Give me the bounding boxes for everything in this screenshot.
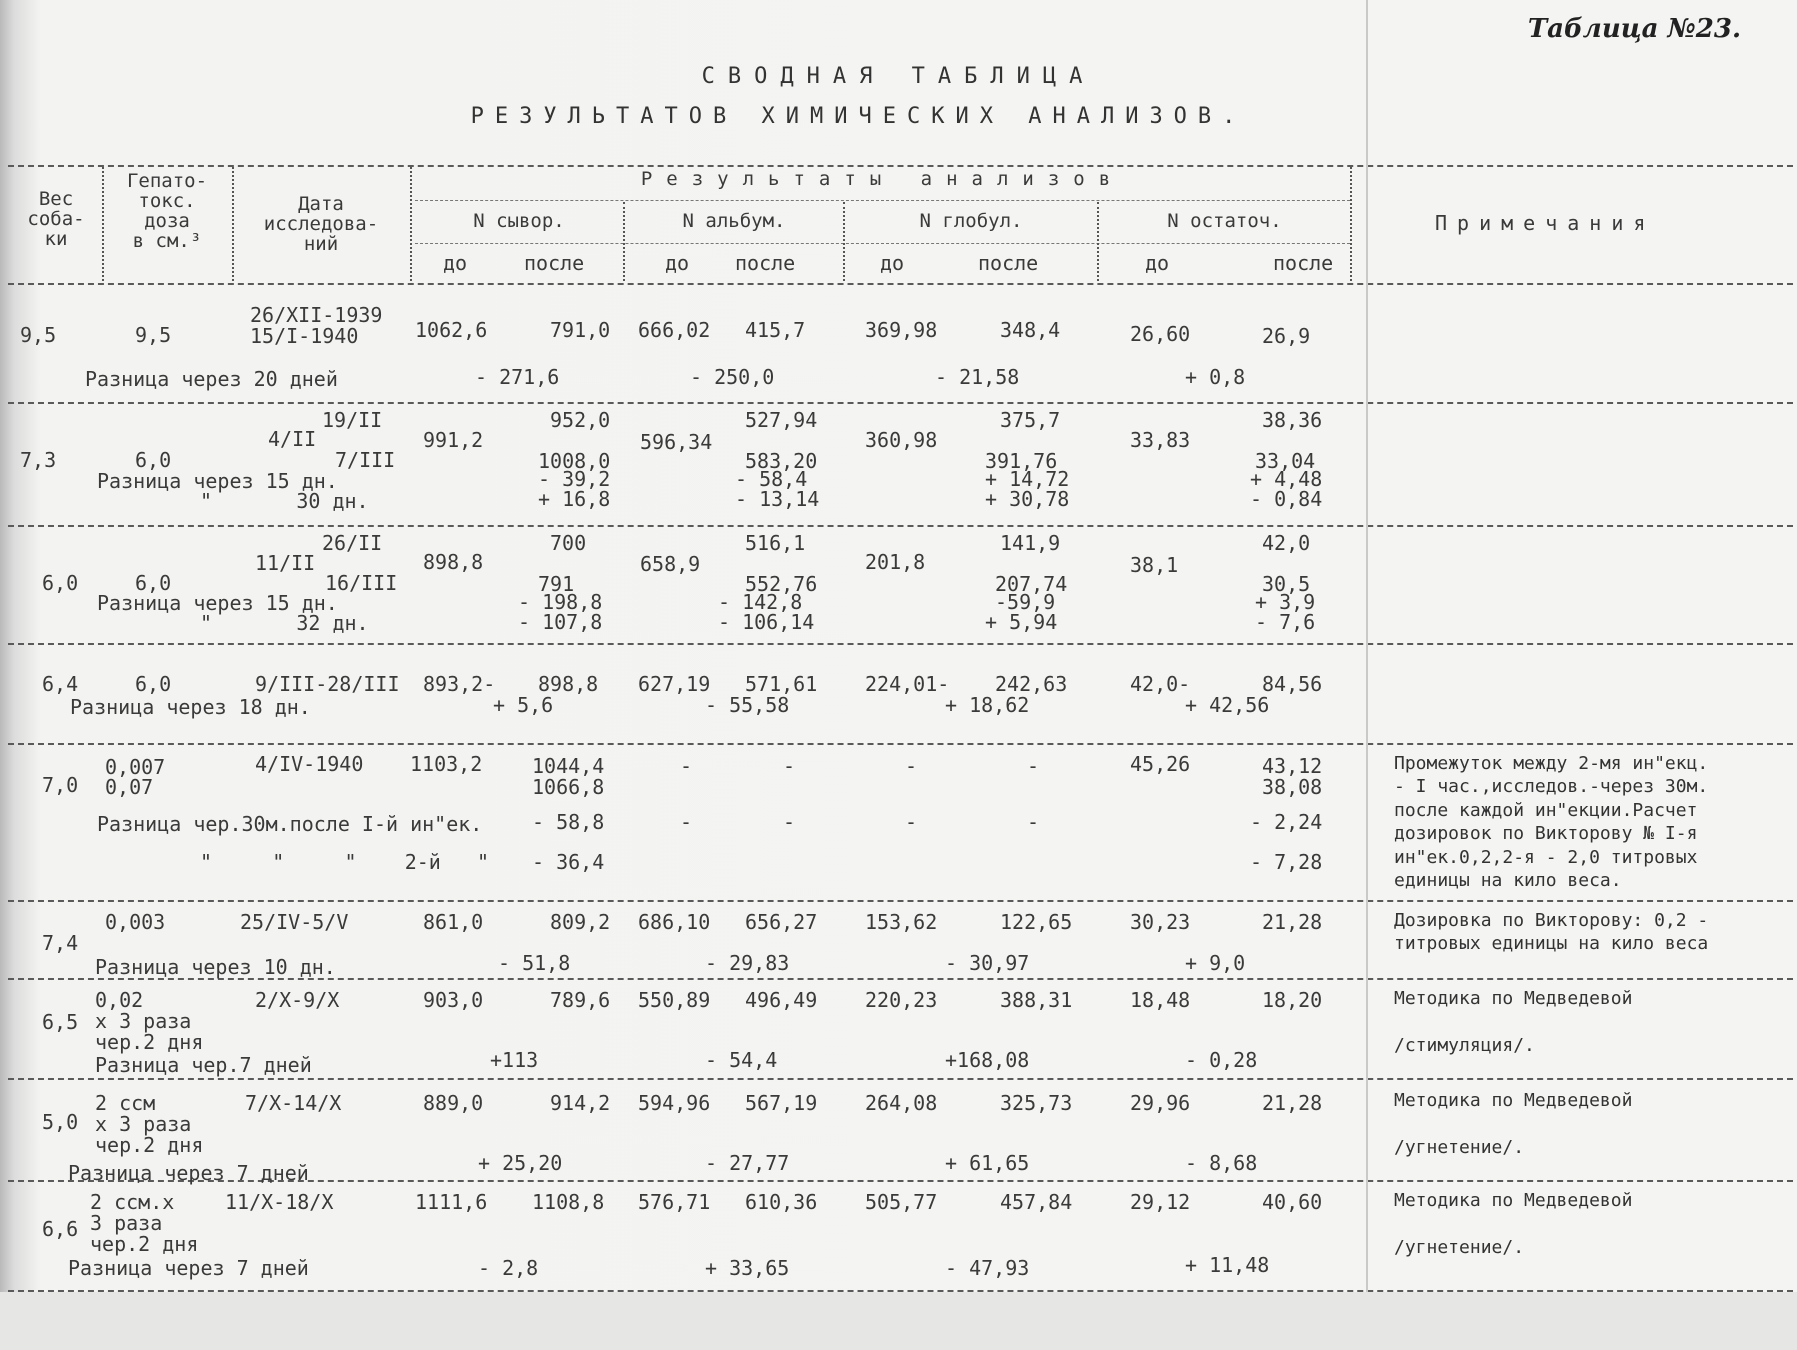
diff-value: -59,9 [995, 590, 1056, 614]
diff-value: - 7,6 [1255, 610, 1316, 634]
cell-value: 889,0 [423, 1091, 484, 1115]
diff-value: - 27,77 [705, 1151, 790, 1175]
cell-value: 325,73 [1000, 1091, 1073, 1115]
diff-value: - 2,24 [1250, 810, 1323, 834]
diff-label: Разница через 10 дн. [95, 955, 336, 979]
cell-before: 33,83 [1130, 428, 1191, 452]
cell-value: 656,27 [745, 910, 818, 934]
cell-value: 550,89 [638, 988, 711, 1012]
cell-before: 360,98 [865, 428, 938, 452]
diff-label: Разница через 7 дней [68, 1161, 309, 1185]
row-weight: 6,6 [42, 1217, 79, 1241]
row-dose-1: 0,007 [105, 755, 166, 779]
col-sep-7 [1350, 167, 1352, 281]
cell-after: 207,74 [995, 572, 1068, 596]
header-serum-after: после [524, 251, 585, 275]
cell-after: 516,1 [745, 531, 806, 555]
col-sep-3 [410, 167, 412, 281]
diff-value: + 16,8 [538, 487, 611, 511]
diff-value: - 198,8 [518, 590, 603, 614]
row-date-2: 7/III [335, 448, 396, 472]
header-date: Дата исследова- ний [263, 193, 379, 255]
diff-value: - 142,8 [718, 590, 803, 614]
cell-value: 45,26 [1130, 752, 1191, 776]
diff-value: + 61,65 [945, 1151, 1030, 1175]
header-serum: N сывор. [473, 210, 565, 232]
rule-row-7 [8, 1078, 1793, 1080]
cell-after: 952,0 [550, 408, 611, 432]
diff-value: - 51,8 [498, 951, 571, 975]
cell-value: 220,23 [865, 988, 938, 1012]
rule-row-4 [8, 743, 1793, 745]
page-fold [1366, 0, 1368, 1292]
diff-value: + 30,78 [985, 487, 1070, 511]
row-date: 26/XII-1939 15/I-1940 [250, 303, 383, 348]
cell-value: 18,48 [1130, 988, 1191, 1012]
cell-value: 1108,8 [532, 1190, 605, 1214]
header-residual-after: после [1273, 251, 1334, 275]
cell-after: 141,9 [1000, 531, 1061, 555]
cell-value: 1103,2 [410, 752, 483, 776]
cell-value: 40,60 [1262, 1190, 1323, 1214]
row-date-2: 16/III [325, 571, 398, 595]
row-date-1: 26/II [322, 531, 383, 555]
diff-value: + 14,72 [985, 467, 1070, 491]
cell-after: 391,76 [985, 449, 1058, 473]
diff-value: - 13,14 [735, 487, 820, 511]
row-date-1: 19/II [322, 408, 383, 432]
cell-value: 224,01- [865, 672, 950, 696]
diff-value: +113 [490, 1048, 539, 1072]
cell-after: 527,94 [745, 408, 818, 432]
diff-value: - [905, 810, 918, 834]
cell-value: 415,7 [745, 318, 806, 342]
header-dose: Гепато- токс. доза в см.³ [126, 170, 208, 252]
cell-value: 496,49 [745, 988, 818, 1012]
diff-value: + 3,9 [1255, 590, 1316, 614]
cell-before: 201,8 [865, 550, 926, 574]
cell-value: 242,63 [995, 672, 1068, 696]
cell-value: 42,0- [1130, 672, 1191, 696]
header-albumin-after: после [735, 251, 796, 275]
cell-value: 264,08 [865, 1091, 938, 1115]
cell-value: 29,12 [1130, 1190, 1191, 1214]
diff-label: Разница через 7 дней [68, 1256, 309, 1280]
row-note: Промежуток между 2-мя ин"екц. - I час.,исследов.-через 30м. после каждой ин"екции.Расчет дозировок по Викторову № I-я ин"ек.0,2,2-я - 2,0 титровых единицы на кило веса. [1394, 753, 1709, 891]
cell-value: 30,23 [1130, 910, 1191, 934]
row-date: 2/X-9/X [255, 988, 340, 1012]
header-results: Результаты анализов [640, 168, 1125, 190]
rule-subhead [415, 243, 1350, 244]
cell-value: 789,6 [550, 988, 611, 1012]
cell-value: 153,62 [865, 910, 938, 934]
diff-value: - 106,14 [718, 610, 815, 634]
cell-value: 348,4 [1000, 318, 1061, 342]
cell-value: 686,10 [638, 910, 711, 934]
row-dose: 9,5 [135, 323, 172, 347]
row-note: Методика по Медведевой /угнетение/. [1394, 1090, 1633, 1158]
cell-value: 914,2 [550, 1091, 611, 1115]
cell-after: 1008,0 [538, 449, 611, 473]
row-note: Дозировка по Викторову: 0,2 - титровых единицы на кило веса [1394, 910, 1709, 955]
cell-after: 38,36 [1262, 408, 1323, 432]
row-date: 7/X-14/X [245, 1091, 342, 1115]
cell-value: 1062,6 [415, 318, 488, 342]
diff-value: - 58,8 [532, 810, 605, 834]
cell-before: 898,8 [423, 550, 484, 574]
rule-top [8, 165, 1793, 167]
row-weight: 9,5 [20, 323, 57, 347]
cell-value: 861,0 [423, 910, 484, 934]
cell-value: 122,65 [1000, 910, 1073, 934]
cell-after: 583,20 [745, 449, 818, 473]
diff-value: - [1027, 810, 1040, 834]
row-weight: 6,5 [42, 1010, 79, 1034]
cell-value: 369,98 [865, 318, 938, 342]
diff-value: +168,08 [945, 1048, 1030, 1072]
cell-after: 375,7 [1000, 408, 1061, 432]
row-weight: 7,0 [42, 773, 79, 797]
diff-value: - [783, 810, 796, 834]
diff-value: - 30,97 [945, 951, 1030, 975]
cell-value: 666,02 [638, 318, 711, 342]
header-serum-before: до [443, 251, 468, 275]
title-line-2: РЕЗУЛЬТАТОВ ХИМИЧЕСКИХ АНАЛИЗОВ. [470, 104, 1247, 129]
row-dose: 2 ccм x 3 раза чер.2 дня [95, 1091, 204, 1157]
diff-value: - 7,28 [1250, 850, 1323, 874]
cell-after: 700 [550, 531, 587, 555]
cell-value: 903,0 [423, 988, 484, 1012]
cell-value: 457,84 [1000, 1190, 1073, 1214]
cell-value: - [1027, 754, 1040, 778]
row-date: 25/IV-5/V [240, 910, 349, 934]
diff-label: Разница через 15 дн. [97, 591, 338, 615]
diff-value: - 250,0 [690, 365, 775, 389]
diff-value: + 5,6 [493, 693, 554, 717]
cell-after: 30,5 [1262, 572, 1311, 596]
row-note: Методика по Медведевой /стимуляция/. [1394, 988, 1633, 1056]
diff-value: + 18,62 [945, 693, 1030, 717]
diff-value: - 107,8 [518, 610, 603, 634]
header-residual-before: до [1145, 251, 1170, 275]
row-weight: 7,3 [20, 448, 57, 472]
header-weight: Вес соба- ки [27, 188, 85, 250]
diff-value: - 47,93 [945, 1256, 1030, 1280]
row-weight: 5,0 [42, 1110, 79, 1134]
scan-margin [0, 1292, 1797, 1350]
cell-value: 29,96 [1130, 1091, 1191, 1115]
row-date: 4/II [268, 427, 317, 451]
cell-value: 26,60 [1130, 322, 1191, 346]
diff-value: + 42,56 [1185, 693, 1270, 717]
diff-value: + 25,20 [478, 1151, 563, 1175]
diff-value: - 2,8 [478, 1256, 539, 1280]
cell-value: 26,9 [1262, 324, 1311, 348]
row-weight: 7,4 [42, 931, 79, 955]
header-globulin-after: после [978, 251, 1039, 275]
cell-value: 594,96 [638, 1091, 711, 1115]
cell-before: 658,9 [640, 552, 701, 576]
title-line-1: СВОДНАЯ ТАБЛИЦА [701, 64, 1096, 89]
diff-value: + 5,94 [985, 610, 1058, 634]
diff-label: " " " 2-й " [200, 850, 489, 874]
cell-value: 18,20 [1262, 988, 1323, 1012]
row-date: 4/IV-1940 [255, 752, 364, 776]
rule-results [415, 200, 1350, 201]
diff-label: " 30 дн. [200, 489, 369, 513]
diff-value: + 4,48 [1250, 467, 1323, 491]
diff-value: - 58,4 [735, 467, 808, 491]
row-dose-2: 0,07 [105, 775, 154, 799]
cell-value: - [783, 754, 796, 778]
row-dose: 2 ccм.х 3 раза чер.2 дня [90, 1190, 199, 1256]
diff-label: Разница через 15 дн. [97, 469, 338, 493]
row-note: Методика по Медведевой /угнетение/. [1394, 1190, 1633, 1258]
cell-value: 567,19 [745, 1091, 818, 1115]
cell-value: 1044,4 1066,8 [532, 754, 605, 799]
row-date: 11/X-18/X [225, 1190, 334, 1214]
diff-label: Разница через 18 дн. [70, 695, 311, 719]
diff-value: - 54,4 [705, 1048, 778, 1072]
diff-value: - 29,83 [705, 951, 790, 975]
rule-row-3 [8, 643, 1793, 645]
cell-before: 38,1 [1130, 553, 1179, 577]
header-albumin-before: до [665, 251, 690, 275]
diff-value: - 271,6 [475, 365, 560, 389]
header-albumin: N альбум. [682, 210, 786, 232]
cell-before: 596,34 [640, 430, 713, 454]
diff-value: - 8,68 [1185, 1151, 1258, 1175]
diff-value: + 33,65 [705, 1256, 790, 1280]
diff-label: Разница чер.30м.после I-й ин"ек. [97, 812, 483, 836]
row-dose: 6,0 [135, 571, 172, 595]
diff-value: - 39,2 [538, 467, 611, 491]
cell-value: 505,77 [865, 1190, 938, 1214]
rule-row-5 [8, 900, 1793, 902]
cell-value: 627,19 [638, 672, 711, 696]
row-dose: 6,0 [135, 448, 172, 472]
diff-value: - 21,58 [935, 365, 1020, 389]
rule-row-1 [8, 402, 1793, 404]
row-dose: 6,0 [135, 672, 172, 696]
cell-value: 571,61 [745, 672, 818, 696]
diff-label: " 32 дн. [200, 611, 369, 635]
cell-after: 791 [538, 572, 575, 596]
row-date: 9/III-28/III [255, 672, 400, 696]
diff-value: - 0,84 [1250, 487, 1323, 511]
row-dose: 0,02 x 3 раза чер.2 дня [95, 988, 204, 1054]
rule-row-2 [8, 525, 1793, 527]
cell-value: 21,28 [1262, 1091, 1323, 1115]
diff-value: - 36,4 [532, 850, 605, 874]
cell-value: 791,0 [550, 318, 611, 342]
cell-after: 552,76 [745, 572, 818, 596]
header-globulin: N глобул. [919, 210, 1023, 232]
cell-after: 33,04 [1255, 449, 1316, 473]
diff-label: Разница чер.7 дней [95, 1053, 312, 1077]
cell-value: 1111,6 [415, 1190, 488, 1214]
diff-value: + 9,0 [1185, 951, 1246, 975]
rule-header-bottom [8, 283, 1793, 285]
cell-value: 21,28 [1262, 910, 1323, 934]
header-notes: Примечания [1435, 211, 1656, 235]
header-globulin-before: до [880, 251, 905, 275]
cell-value: - [680, 754, 693, 778]
cell-value: 576,71 [638, 1190, 711, 1214]
header-residual: N остаточ. [1167, 210, 1282, 232]
cell-after: 42,0 [1262, 531, 1311, 555]
row-weight: 6,4 [42, 672, 79, 696]
cell-value: - [905, 754, 918, 778]
diff-label: Разница через 20 дней [85, 367, 338, 391]
cell-value: 388,31 [1000, 988, 1073, 1012]
row-weight: 6,0 [42, 571, 79, 595]
cell-value: 809,2 [550, 910, 611, 934]
cell-value: 898,8 [538, 672, 599, 696]
cell-value: 893,2- [423, 672, 496, 696]
rule-bottom [8, 1290, 1793, 1292]
cell-value: 610,36 [745, 1190, 818, 1214]
diff-value: + 0,8 [1185, 365, 1246, 389]
diff-value: - [680, 810, 693, 834]
cell-value: 43,12 38,08 [1262, 754, 1323, 799]
cell-value: 84,56 [1262, 672, 1323, 696]
diff-value: - 55,58 [705, 693, 790, 717]
row-date: 11/II [255, 551, 316, 575]
diff-value: - 0,28 [1185, 1048, 1258, 1072]
row-dose: 0,003 [105, 910, 166, 934]
diff-value: + 11,48 [1185, 1253, 1270, 1277]
cell-before: 991,2 [423, 428, 484, 452]
document-number: Таблица №23. [1527, 14, 1741, 44]
